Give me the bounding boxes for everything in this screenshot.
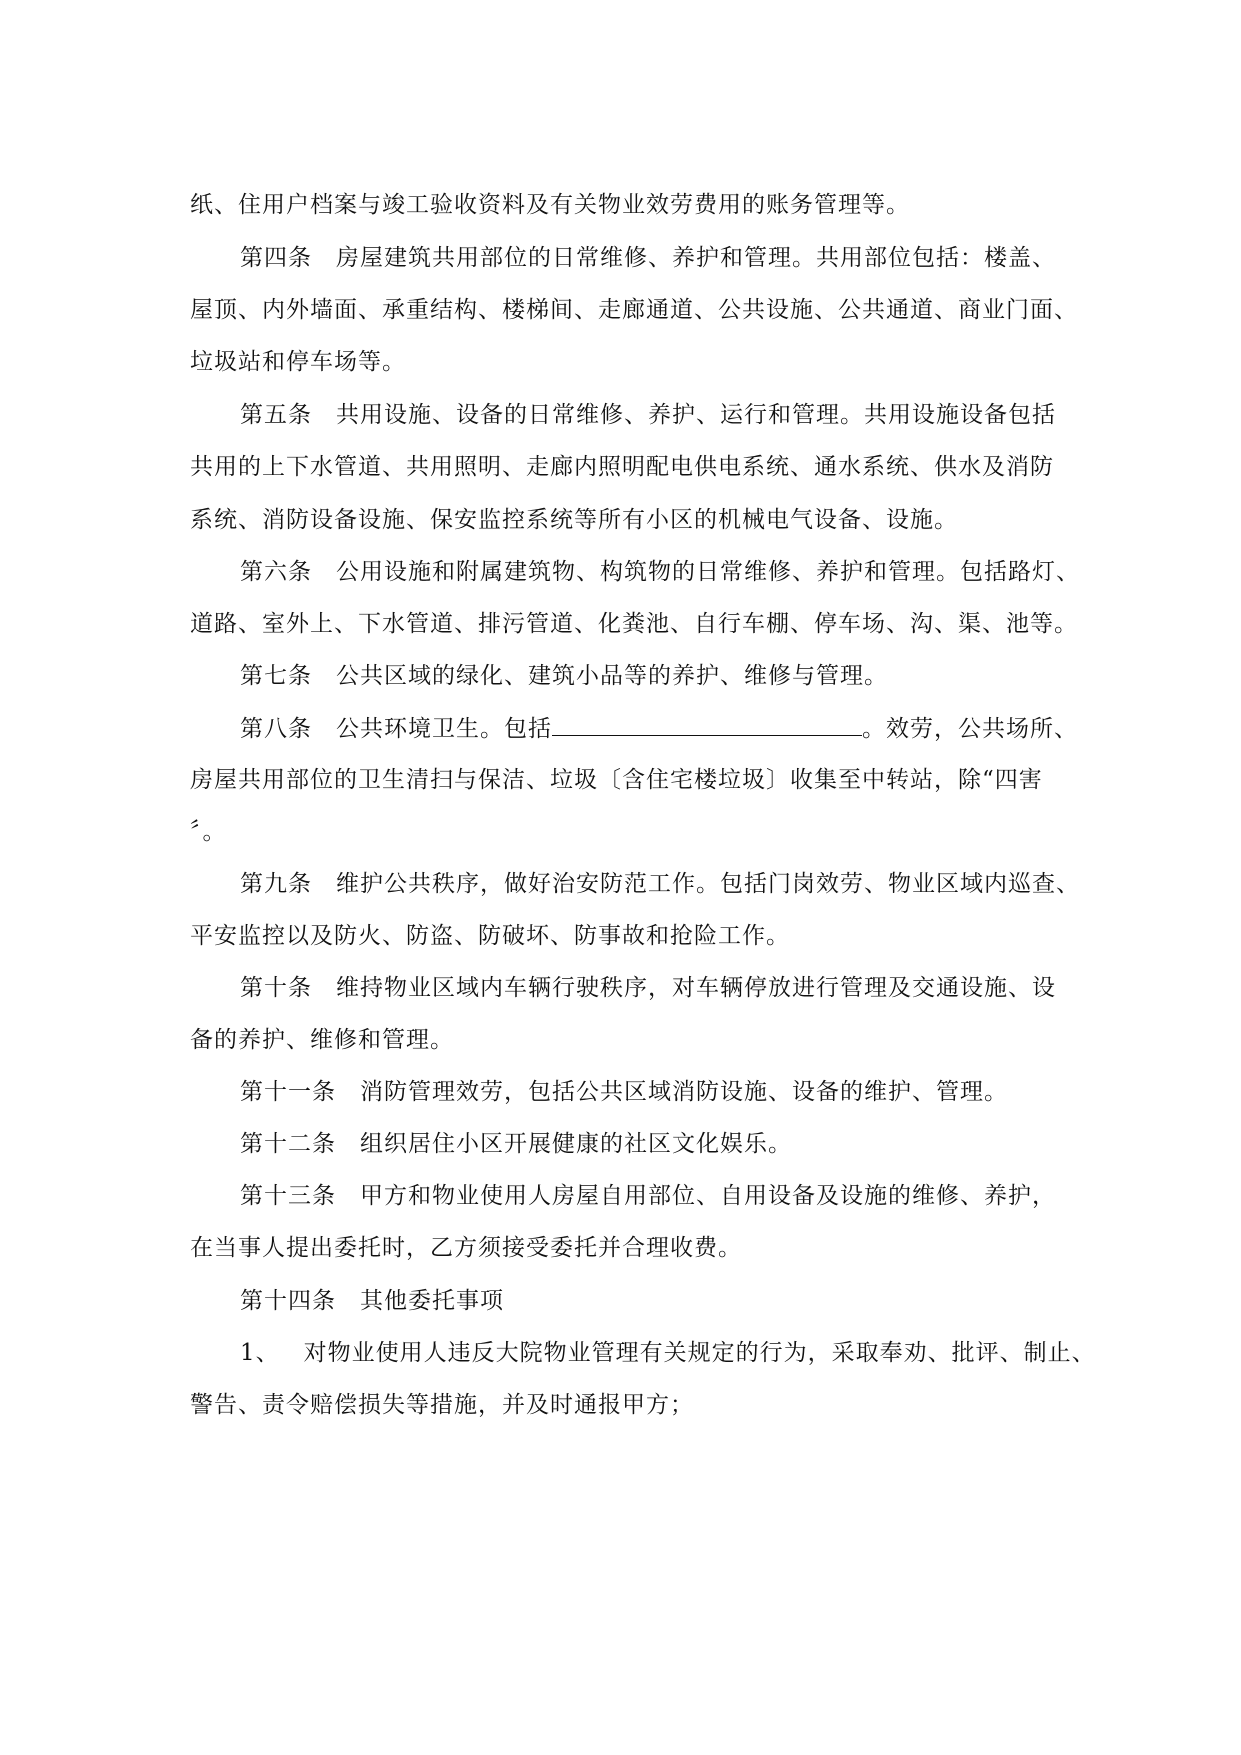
article-11-line-1 <box>240 1077 1008 1107</box>
text-line: 共用的上下水管道、共用照明、走廊内照明配电供电系统、通水系统、供水及消防 <box>190 454 1054 480</box>
article-number: 第四条 <box>240 245 312 271</box>
article-8-line-1 <box>240 713 1078 744</box>
fill-in-blank[interactable] <box>552 713 862 736</box>
article-number: 第十一条 <box>240 1079 336 1105</box>
text-line: 在当事人提出委托时，乙方须接受委托并合理收费。 <box>190 1235 742 1261</box>
text-line: 公用设施和附属建筑物、构筑物的日常维修、养护和管理。包括路灯、 <box>336 559 1080 585</box>
article-number: 第十条 <box>240 975 312 1001</box>
article-4-line-2 <box>190 295 1078 325</box>
article-number: 第五条 <box>240 402 312 428</box>
article-13-line-1 <box>240 1181 1056 1211</box>
article-9-line-2 <box>190 921 790 951</box>
text-line: 〞。 <box>190 819 227 845</box>
article-10-line-1 <box>240 973 1056 1003</box>
text-line: 系统、消防设备设施、保安监控系统等所有小区的机械电气设备、设施。 <box>190 507 958 533</box>
article-number: 第七条 <box>240 663 312 689</box>
article-number: 第八条 <box>240 716 312 742</box>
text-line: 维持物业区域内车辆行驶秩序，对车辆停放进行管理及交通设施、设 <box>336 975 1056 1001</box>
text-line: 垃圾站和停车场等。 <box>190 349 406 375</box>
article-5-line-3 <box>190 505 958 535</box>
article-4-line-1 <box>240 243 1056 273</box>
article-6-line-2 <box>190 609 1078 639</box>
text-line: 对物业使用人违反大院物业管理有关规定的行为，采取奉劝、批评、制止、 <box>303 1340 1096 1366</box>
text-line: 纸、住用户档案与竣工验收资料及有关物业效劳费用的账务管理等。 <box>190 192 910 218</box>
article-number: 第九条 <box>240 871 312 897</box>
article-13-line-2 <box>190 1233 742 1263</box>
article-8-line-2 <box>190 765 1043 795</box>
text-line: 平安监控以及防火、防盗、防破坏、防事故和抢险工作。 <box>190 923 790 949</box>
article-number: 第十二条 <box>240 1131 336 1157</box>
item-1-line-1 <box>240 1338 1096 1368</box>
text-line: 公共环境卫生。包括 <box>336 716 552 742</box>
text-line: 组织居住小区开展健康的社区文化娱乐。 <box>360 1131 792 1157</box>
item-number: 1、 <box>240 1340 280 1366</box>
article-6-line-1 <box>240 557 1080 587</box>
article-number: 第十四条 <box>240 1288 336 1314</box>
article-number: 第十三条 <box>240 1183 336 1209</box>
text-line: 警告、责令赔偿损失等措施，并及时通报甲方； <box>190 1392 694 1418</box>
text-line: 。效劳，公共场所、 <box>862 716 1078 742</box>
text-line: 屋顶、内外墙面、承重结构、楼梯间、走廊通道、公共设施、公共通道、商业门面、 <box>190 297 1078 323</box>
article-7-line-1 <box>240 661 888 691</box>
article-10-line-2 <box>190 1025 454 1055</box>
article-9-line-1 <box>240 869 1080 899</box>
article-8-line-3 <box>190 817 227 847</box>
text-line: 消防管理效劳，包括公共区域消防设施、设备的维护、管理。 <box>360 1079 1008 1105</box>
text-line: 房屋建筑共用部位的日常维修、养护和管理。共用部位包括：楼盖、 <box>336 245 1056 271</box>
article-5-line-1 <box>240 400 1056 430</box>
item-1-line-2 <box>190 1390 694 1420</box>
text-line: 道路、室外上、下水管道、排污管道、化粪池、自行车棚、停车场、沟、渠、池等。 <box>190 611 1078 637</box>
text-line: 维护公共秩序，做好治安防范工作。包括门岗效劳、物业区域内巡查、 <box>336 871 1080 897</box>
text-line: 房屋共用部位的卫生清扫与保洁、垃圾〔含住宅楼垃圾〕收集至中转站，除“四害 <box>190 767 1043 793</box>
text-line: 其他委托事项 <box>360 1288 504 1314</box>
text-line: 备的养护、维修和管理。 <box>190 1027 454 1053</box>
article-12-line-1 <box>240 1129 792 1159</box>
article-number: 第六条 <box>240 559 312 585</box>
text-line: 共用设施、设备的日常维修、养护、运行和管理。共用设施设备包括 <box>336 402 1056 428</box>
text-line: 甲方和物业使用人房屋自用部位、自用设备及设施的维修、养护， <box>360 1183 1056 1209</box>
paragraph-continuation <box>190 190 910 220</box>
article-5-line-2 <box>190 452 1054 482</box>
article-4-line-3 <box>190 347 406 377</box>
article-14-line-1 <box>240 1286 504 1316</box>
text-line: 公共区域的绿化、建筑小品等的养护、维修与管理。 <box>336 663 888 689</box>
